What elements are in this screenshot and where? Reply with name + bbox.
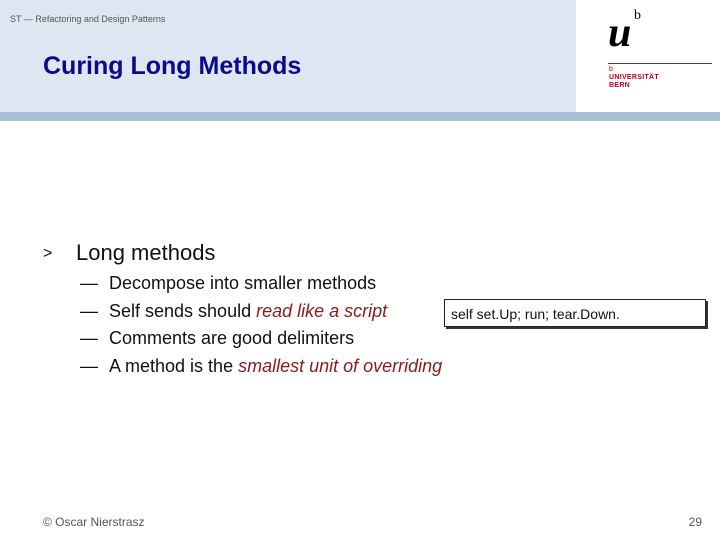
university-logo xyxy=(600,8,712,92)
main-bullet xyxy=(43,240,215,266)
bullet-marker: > xyxy=(43,245,53,262)
logo-divider xyxy=(608,63,712,64)
page-number: 29 xyxy=(688,515,702,529)
list-item-emphasis: smallest unit of overriding xyxy=(238,355,443,376)
footer-copyright: © Oscar Nierstrasz xyxy=(43,515,145,529)
sub-bullet-list xyxy=(80,270,442,380)
dash-marker: — xyxy=(80,328,98,348)
main-bullet-text: Long methods xyxy=(76,240,216,265)
logo-mark: b xyxy=(609,66,613,73)
dash-marker: — xyxy=(80,300,98,321)
list-item-text: Comments are good delimiters xyxy=(109,328,355,348)
list-item xyxy=(80,325,442,353)
dash-marker: — xyxy=(80,273,98,293)
list-item-emphasis: read like a script xyxy=(256,300,388,321)
list-item xyxy=(80,298,442,326)
list-item-text: A method is the xyxy=(109,355,239,376)
logo-letter-b: b xyxy=(634,8,641,23)
dash-marker: — xyxy=(80,355,98,376)
header-rule xyxy=(0,112,720,121)
course-label: ST — Refactoring and Design Patterns xyxy=(10,14,166,24)
slide-title: Curing Long Methods xyxy=(43,52,302,80)
list-item-text: Self sends should xyxy=(109,300,257,321)
list-item xyxy=(80,353,442,381)
logo-line-1: UNIVERSITÄT xyxy=(609,74,659,81)
logo-letter-u: u xyxy=(608,10,632,56)
logo-line-2: BERN xyxy=(609,82,631,89)
code-example-box: self set.Up; run; tear.Down. xyxy=(444,299,706,327)
list-item xyxy=(80,270,442,298)
logo-text xyxy=(609,74,659,90)
list-item-text: Decompose into smaller methods xyxy=(109,273,377,293)
